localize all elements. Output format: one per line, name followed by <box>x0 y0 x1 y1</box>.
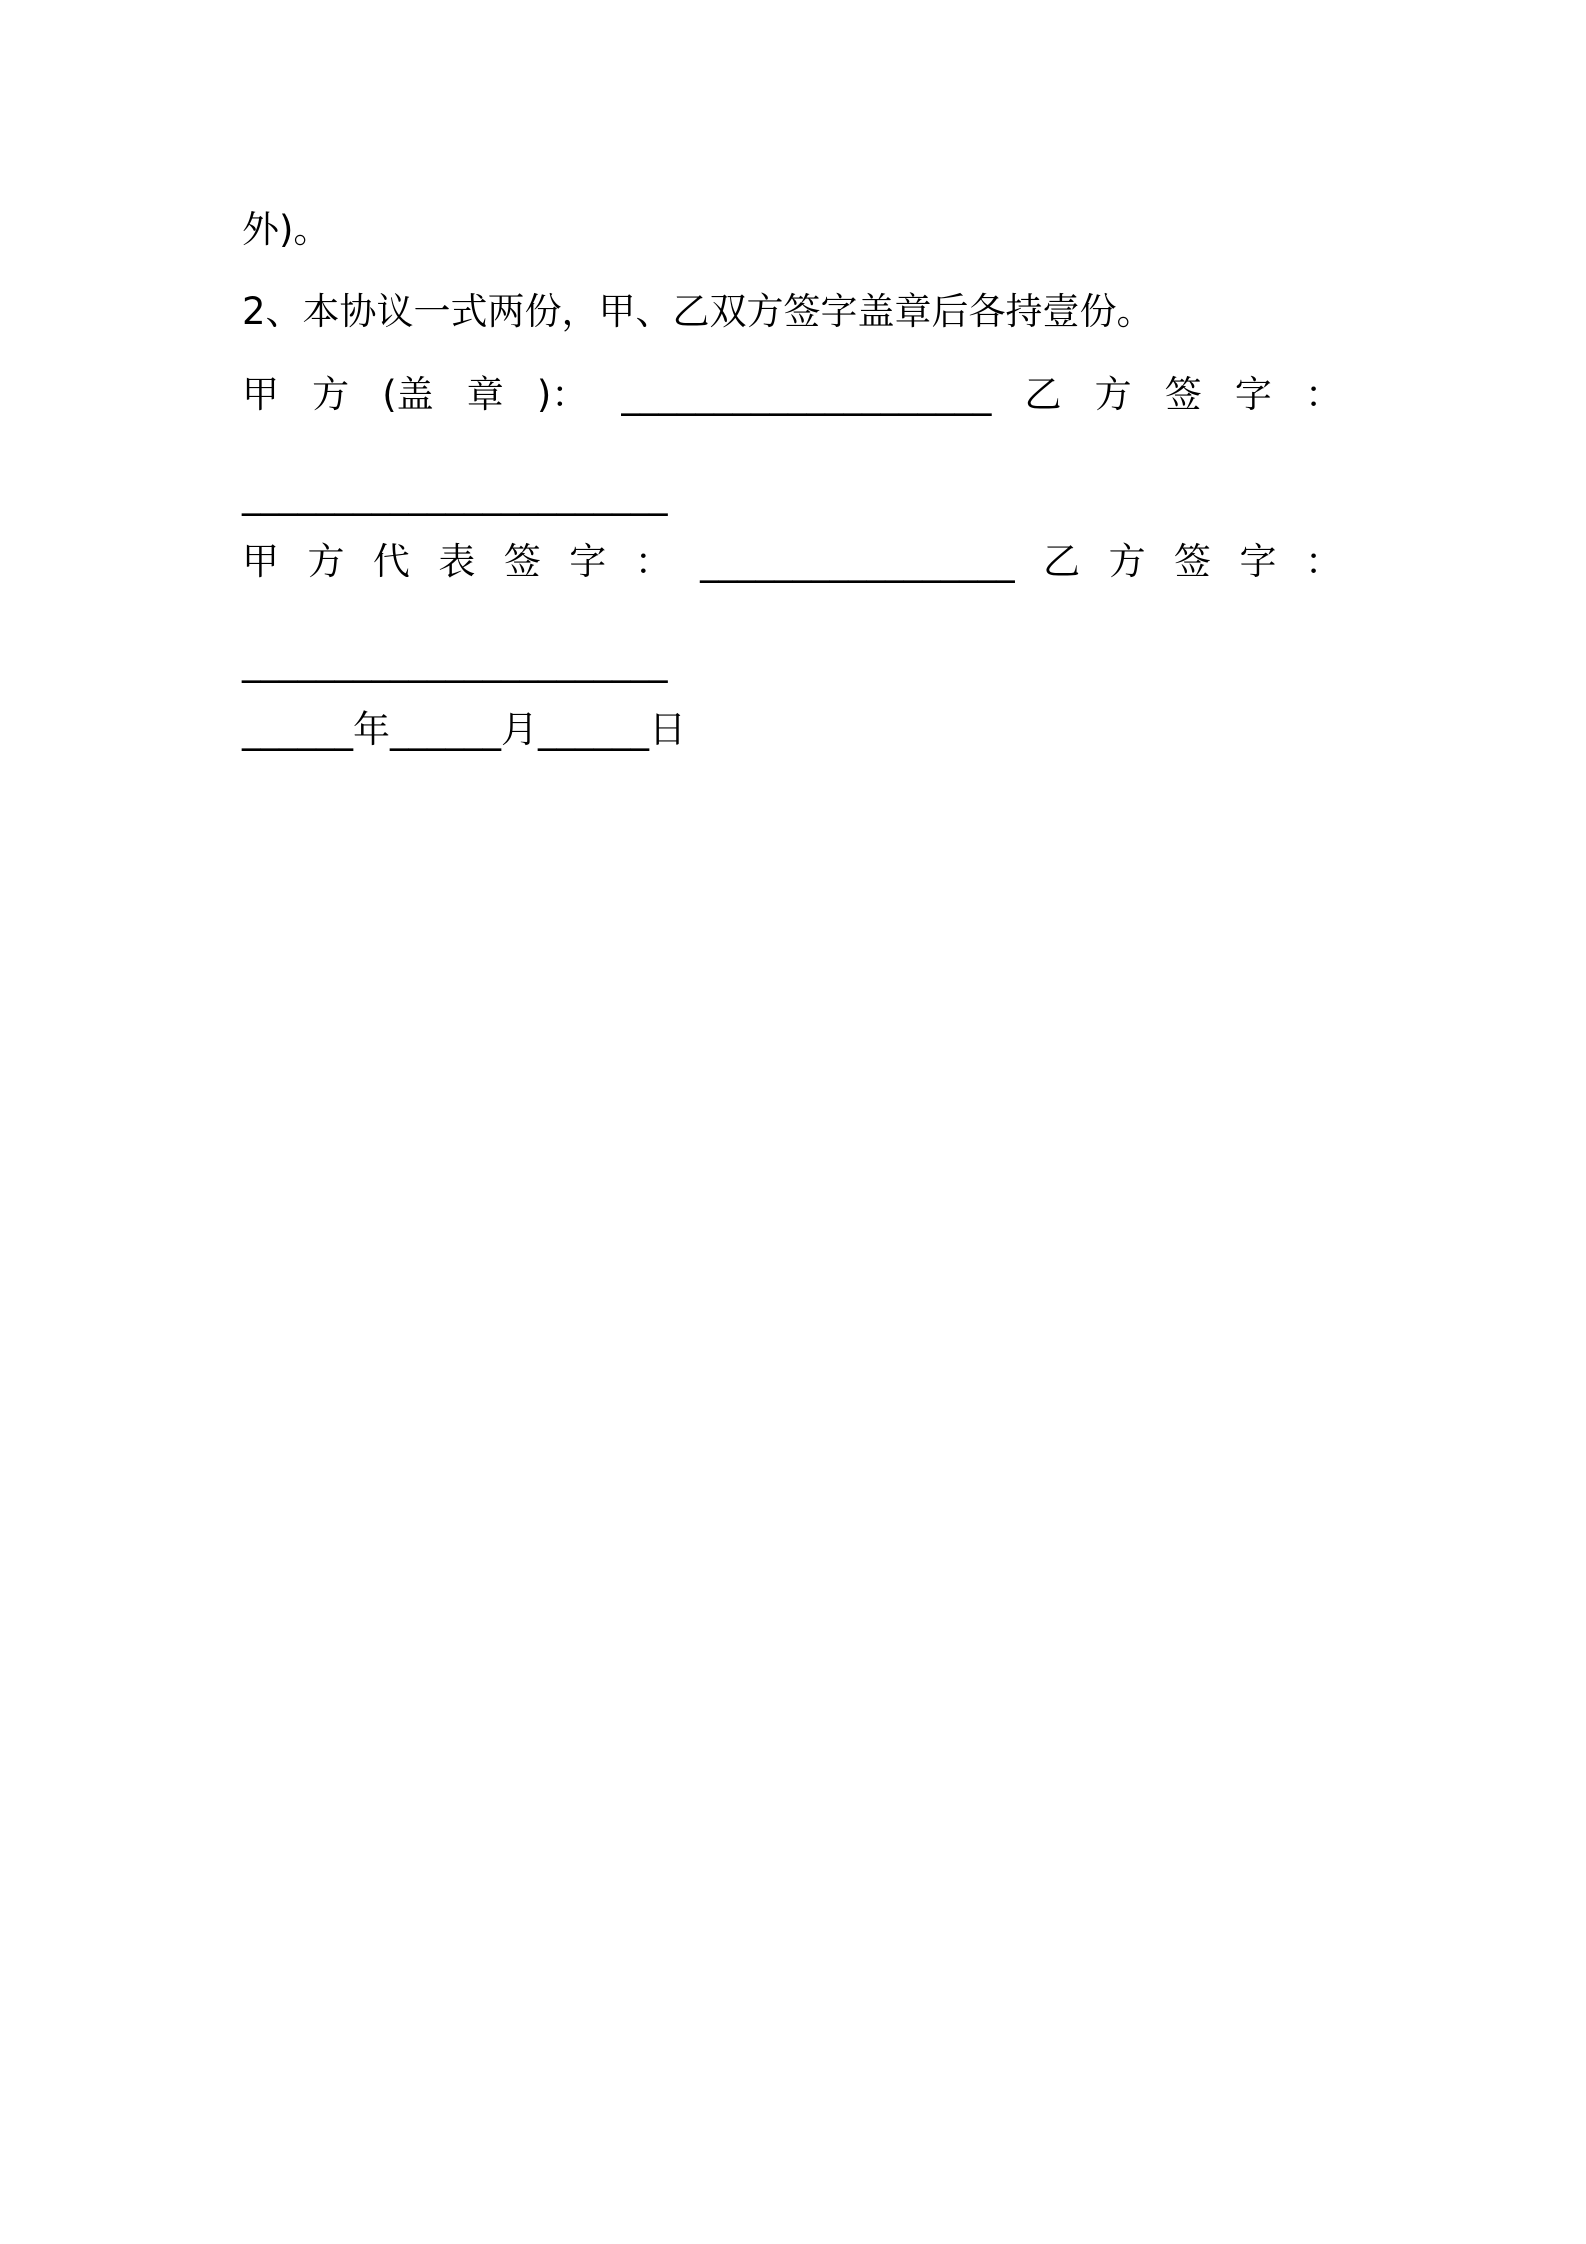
label-char: 字 <box>1234 373 1272 416</box>
party-a-rep-row <box>242 537 1342 587</box>
party-a-seal-blank[interactable]: ____________________ <box>621 373 992 416</box>
label-char: 乙 <box>1043 540 1081 583</box>
label-char: 方 <box>1094 373 1132 416</box>
label-char: 方 <box>1108 540 1146 583</box>
label-char: 表 <box>438 540 476 583</box>
label-char: 签 <box>1174 540 1212 583</box>
label-char: 代 <box>372 540 410 583</box>
label-char: 乙 <box>1024 373 1062 416</box>
label-char: 甲 <box>242 373 279 416</box>
party-a-rep-blank[interactable]: _________________ <box>700 540 1015 583</box>
label-char: 章 <box>466 373 504 416</box>
continuation-text: 外)。 <box>242 208 331 251</box>
label-char: ： <box>1304 373 1342 416</box>
party-a-seal-row <box>242 370 1342 420</box>
party-b-signature-blank-2[interactable]: _______________________ <box>242 640 668 683</box>
label-char: 方 <box>312 373 350 416</box>
party-b-signature-blank-1[interactable]: _______________________ <box>242 473 668 516</box>
label-char: 字 <box>1239 540 1277 583</box>
label-char: (盖 <box>382 373 434 416</box>
label-char: )： <box>536 373 589 416</box>
label-char: ： <box>634 540 672 583</box>
label-char: 签 <box>1164 373 1202 416</box>
label-char: 方 <box>307 540 345 583</box>
label-char: 字 <box>569 540 607 583</box>
label-char: ： <box>1304 540 1342 583</box>
label-char: 签 <box>503 540 541 583</box>
label-char: 甲 <box>242 540 279 583</box>
date-line[interactable]: ______年______月______日 <box>242 708 686 751</box>
clause-2: 2、本协议一式两份，甲、乙双方签字盖章后各持壹份。 <box>242 290 1154 333</box>
